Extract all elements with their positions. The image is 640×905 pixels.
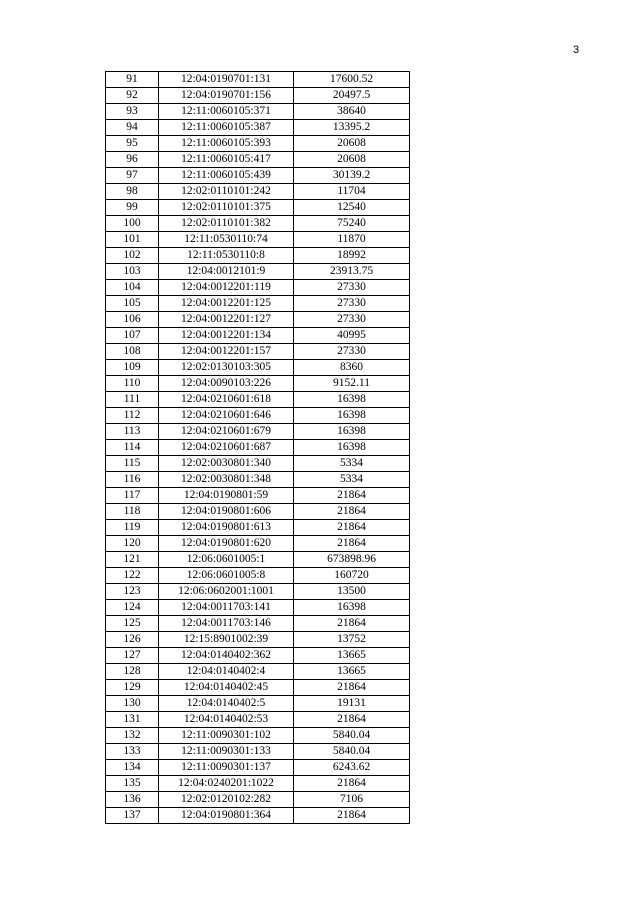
row-number-cell: 103 — [106, 264, 159, 280]
row-number-cell: 106 — [106, 312, 159, 328]
cadastral-number-cell: 12:02:0110101:382 — [159, 216, 294, 232]
row-number-cell: 132 — [106, 728, 159, 744]
row-number-cell: 97 — [106, 168, 159, 184]
cadastral-number-cell: 12:04:0012101:9 — [159, 264, 294, 280]
row-number-cell: 107 — [106, 328, 159, 344]
cadastral-number-cell: 12:11:0530110:74 — [159, 232, 294, 248]
table-row — [106, 184, 410, 200]
cadastral-number-cell: 12:04:0190801:620 — [159, 536, 294, 552]
table-row — [106, 408, 410, 424]
row-number-cell: 96 — [106, 152, 159, 168]
table-row — [106, 440, 410, 456]
cadastral-number-cell: 12:04:0012201:157 — [159, 344, 294, 360]
table-row — [106, 776, 410, 792]
value-cell: 13395.2 — [294, 120, 410, 136]
cadastral-number-cell: 12:04:0140402:362 — [159, 648, 294, 664]
value-cell: 27330 — [294, 312, 410, 328]
cadastral-number-cell: 12:02:0130103:305 — [159, 360, 294, 376]
value-cell: 16398 — [294, 392, 410, 408]
cadastral-number-cell: 12:04:0140402:4 — [159, 664, 294, 680]
table-row — [106, 392, 410, 408]
table-row — [106, 632, 410, 648]
table-row — [106, 472, 410, 488]
row-number-cell: 112 — [106, 408, 159, 424]
table-row — [106, 760, 410, 776]
table-row — [106, 808, 410, 824]
value-cell: 5840.04 — [294, 744, 410, 760]
table-row — [106, 344, 410, 360]
row-number-cell: 120 — [106, 536, 159, 552]
value-cell: 5840.04 — [294, 728, 410, 744]
table-row — [106, 616, 410, 632]
table-row — [106, 72, 410, 88]
page-number: 3 — [573, 44, 580, 56]
row-number-cell: 118 — [106, 504, 159, 520]
row-number-cell: 111 — [106, 392, 159, 408]
value-cell: 21864 — [294, 488, 410, 504]
row-number-cell: 115 — [106, 456, 159, 472]
value-cell: 20608 — [294, 136, 410, 152]
cadastral-number-cell: 12:11:0090301:137 — [159, 760, 294, 776]
table-row — [106, 792, 410, 808]
row-number-cell: 91 — [106, 72, 159, 88]
table-row — [106, 520, 410, 536]
table-row — [106, 744, 410, 760]
value-cell: 5334 — [294, 456, 410, 472]
cadastral-number-cell: 12:02:0110101:375 — [159, 200, 294, 216]
cadastral-number-cell: 12:11:0060105:417 — [159, 152, 294, 168]
row-number-cell: 129 — [106, 680, 159, 696]
cadastral-number-cell: 12:04:0012201:119 — [159, 280, 294, 296]
cadastral-number-cell: 12:04:0140402:53 — [159, 712, 294, 728]
table-row — [106, 360, 410, 376]
value-cell: 13500 — [294, 584, 410, 600]
value-cell: 21864 — [294, 504, 410, 520]
cadastral-number-cell: 12:04:0210601:618 — [159, 392, 294, 408]
value-cell: 21864 — [294, 616, 410, 632]
cadastral-number-cell: 12:04:0210601:646 — [159, 408, 294, 424]
table-row — [106, 312, 410, 328]
table-row — [106, 552, 410, 568]
table-row — [106, 600, 410, 616]
cadastral-number-cell: 12:04:0210601:687 — [159, 440, 294, 456]
table-row — [106, 504, 410, 520]
value-cell: 18992 — [294, 248, 410, 264]
table-row — [106, 488, 410, 504]
data-table — [105, 71, 410, 824]
cadastral-number-cell: 12:06:0602001:1001 — [159, 584, 294, 600]
value-cell: 13665 — [294, 648, 410, 664]
table-row — [106, 680, 410, 696]
row-number-cell: 113 — [106, 424, 159, 440]
table-row — [106, 296, 410, 312]
table-row — [106, 248, 410, 264]
value-cell: 160720 — [294, 568, 410, 584]
value-cell: 16398 — [294, 440, 410, 456]
table-row — [106, 424, 410, 440]
row-number-cell: 125 — [106, 616, 159, 632]
cadastral-number-cell: 12:04:0190801:59 — [159, 488, 294, 504]
cadastral-number-cell: 12:04:0240201:1022 — [159, 776, 294, 792]
cadastral-number-cell: 12:11:0060105:393 — [159, 136, 294, 152]
table-row — [106, 728, 410, 744]
value-cell: 8360 — [294, 360, 410, 376]
table-body — [106, 72, 410, 824]
row-number-cell: 122 — [106, 568, 159, 584]
table-row — [106, 216, 410, 232]
row-number-cell: 116 — [106, 472, 159, 488]
row-number-cell: 134 — [106, 760, 159, 776]
value-cell: 6243.62 — [294, 760, 410, 776]
cadastral-number-cell: 12:02:0030801:340 — [159, 456, 294, 472]
row-number-cell: 108 — [106, 344, 159, 360]
table-row — [106, 168, 410, 184]
value-cell: 20497.5 — [294, 88, 410, 104]
cadastral-number-cell: 12:15:8901002:39 — [159, 632, 294, 648]
value-cell: 21864 — [294, 536, 410, 552]
row-number-cell: 98 — [106, 184, 159, 200]
cadastral-number-cell: 12:04:0011703:141 — [159, 600, 294, 616]
cadastral-number-cell: 12:04:0210601:679 — [159, 424, 294, 440]
row-number-cell: 105 — [106, 296, 159, 312]
value-cell: 21864 — [294, 808, 410, 824]
value-cell: 673898.96 — [294, 552, 410, 568]
row-number-cell: 99 — [106, 200, 159, 216]
table-row — [106, 456, 410, 472]
row-number-cell: 119 — [106, 520, 159, 536]
row-number-cell: 131 — [106, 712, 159, 728]
value-cell: 5334 — [294, 472, 410, 488]
value-cell: 17600.52 — [294, 72, 410, 88]
cadastral-number-cell: 12:04:0190801:613 — [159, 520, 294, 536]
row-number-cell: 93 — [106, 104, 159, 120]
value-cell: 16398 — [294, 600, 410, 616]
value-cell: 21864 — [294, 680, 410, 696]
row-number-cell: 104 — [106, 280, 159, 296]
row-number-cell: 92 — [106, 88, 159, 104]
value-cell: 9152.11 — [294, 376, 410, 392]
row-number-cell: 102 — [106, 248, 159, 264]
table-row — [106, 536, 410, 552]
value-cell: 16398 — [294, 408, 410, 424]
value-cell: 27330 — [294, 344, 410, 360]
cadastral-number-cell: 12:04:0012201:127 — [159, 312, 294, 328]
table-row — [106, 648, 410, 664]
row-number-cell: 133 — [106, 744, 159, 760]
value-cell: 27330 — [294, 280, 410, 296]
value-cell: 7106 — [294, 792, 410, 808]
value-cell: 12540 — [294, 200, 410, 216]
value-cell: 23913.75 — [294, 264, 410, 280]
cadastral-number-cell: 12:04:0190801:364 — [159, 808, 294, 824]
row-number-cell: 110 — [106, 376, 159, 392]
row-number-cell: 137 — [106, 808, 159, 824]
table-row — [106, 376, 410, 392]
row-number-cell: 109 — [106, 360, 159, 376]
value-cell: 13752 — [294, 632, 410, 648]
cadastral-number-cell: 12:11:0090301:102 — [159, 728, 294, 744]
table-row — [106, 280, 410, 296]
row-number-cell: 124 — [106, 600, 159, 616]
row-number-cell: 117 — [106, 488, 159, 504]
table-row — [106, 104, 410, 120]
value-cell: 30139.2 — [294, 168, 410, 184]
table-row — [106, 696, 410, 712]
row-number-cell: 128 — [106, 664, 159, 680]
row-number-cell: 114 — [106, 440, 159, 456]
table-row — [106, 664, 410, 680]
value-cell: 75240 — [294, 216, 410, 232]
cadastral-number-cell: 12:04:0190701:131 — [159, 72, 294, 88]
value-cell: 21864 — [294, 520, 410, 536]
value-cell: 20608 — [294, 152, 410, 168]
row-number-cell: 123 — [106, 584, 159, 600]
cadastral-number-cell: 12:06:0601005:1 — [159, 552, 294, 568]
cadastral-number-cell: 12:02:0030801:348 — [159, 472, 294, 488]
table-row — [106, 152, 410, 168]
cadastral-number-cell: 12:04:0012201:125 — [159, 296, 294, 312]
table-row — [106, 88, 410, 104]
row-number-cell: 94 — [106, 120, 159, 136]
cadastral-number-cell: 12:04:0140402:5 — [159, 696, 294, 712]
row-number-cell: 121 — [106, 552, 159, 568]
value-cell: 13665 — [294, 664, 410, 680]
row-number-cell: 95 — [106, 136, 159, 152]
table-row — [106, 264, 410, 280]
value-cell: 27330 — [294, 296, 410, 312]
cadastral-number-cell: 12:11:0090301:133 — [159, 744, 294, 760]
table-row — [106, 328, 410, 344]
row-number-cell: 126 — [106, 632, 159, 648]
cadastral-number-cell: 12:11:0060105:387 — [159, 120, 294, 136]
table-row — [106, 136, 410, 152]
table-row — [106, 200, 410, 216]
table-row — [106, 568, 410, 584]
row-number-cell: 127 — [106, 648, 159, 664]
cadastral-number-cell: 12:02:0110101:242 — [159, 184, 294, 200]
table-row — [106, 584, 410, 600]
cadastral-number-cell: 12:11:0530110:8 — [159, 248, 294, 264]
row-number-cell: 136 — [106, 792, 159, 808]
cadastral-number-cell: 12:04:0140402:45 — [159, 680, 294, 696]
table-row — [106, 120, 410, 136]
row-number-cell: 130 — [106, 696, 159, 712]
value-cell: 11704 — [294, 184, 410, 200]
cadastral-number-cell: 12:04:0011703:146 — [159, 616, 294, 632]
value-cell: 16398 — [294, 424, 410, 440]
cadastral-number-cell: 12:11:0060105:371 — [159, 104, 294, 120]
table-row — [106, 712, 410, 728]
value-cell: 38640 — [294, 104, 410, 120]
cadastral-number-cell: 12:02:0120102:282 — [159, 792, 294, 808]
table-row — [106, 232, 410, 248]
row-number-cell: 135 — [106, 776, 159, 792]
cadastral-number-cell: 12:06:0601005:8 — [159, 568, 294, 584]
value-cell: 11870 — [294, 232, 410, 248]
cadastral-number-cell: 12:11:0060105:439 — [159, 168, 294, 184]
cadastral-number-cell: 12:04:0190801:606 — [159, 504, 294, 520]
cadastral-number-cell: 12:04:0090103:226 — [159, 376, 294, 392]
value-cell: 21864 — [294, 776, 410, 792]
row-number-cell: 101 — [106, 232, 159, 248]
cadastral-number-cell: 12:04:0190701:156 — [159, 88, 294, 104]
cadastral-number-cell: 12:04:0012201:134 — [159, 328, 294, 344]
value-cell: 21864 — [294, 712, 410, 728]
value-cell: 40995 — [294, 328, 410, 344]
row-number-cell: 100 — [106, 216, 159, 232]
value-cell: 19131 — [294, 696, 410, 712]
